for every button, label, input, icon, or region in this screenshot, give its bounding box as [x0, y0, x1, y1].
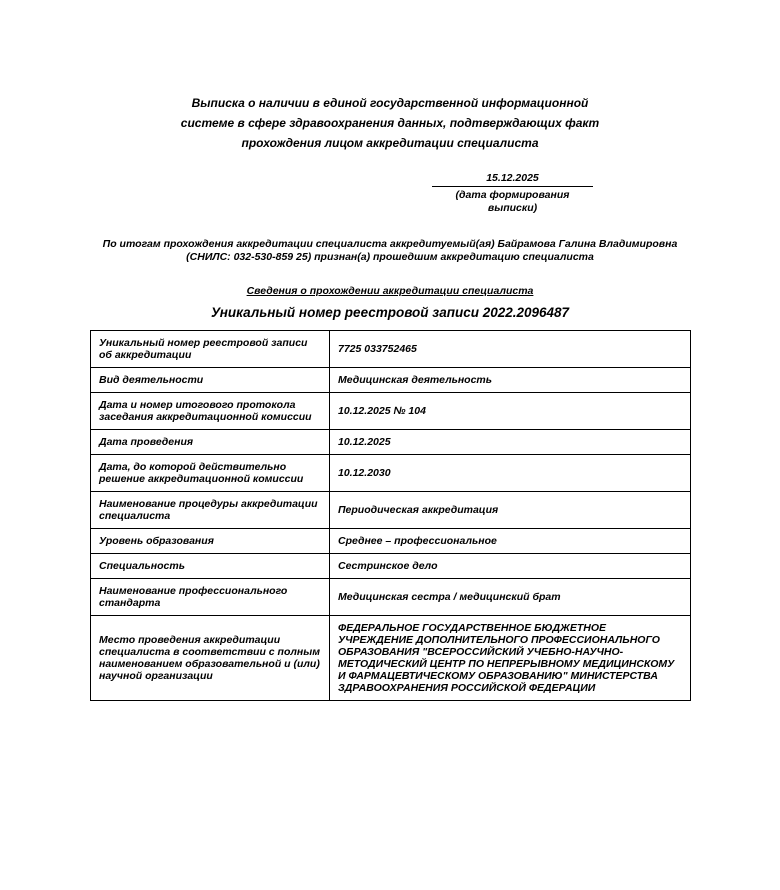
field-value: Медицинская сестра / медицинский брат [330, 579, 691, 616]
table-row [91, 430, 691, 455]
field-label: Наименование процедуры аккредитации специалиста [91, 492, 330, 529]
field-value: 7725 033752465 [330, 331, 691, 368]
issue-date: 15.12.2025 [432, 172, 593, 187]
table-row [91, 455, 691, 492]
field-value: 10.12.2025 № 104 [330, 393, 691, 430]
table-row [91, 368, 691, 393]
issue-date-caption: (дата формирования выписки) [455, 189, 570, 214]
field-value: Среднее – профессиональное [330, 529, 691, 554]
accreditation-table [90, 330, 691, 701]
field-value: Сестринское дело [330, 554, 691, 579]
field-value: Медицинская деятельность [330, 368, 691, 393]
table-row [91, 616, 691, 701]
field-label: Наименование профессионального стандарта [91, 579, 330, 616]
field-label: Специальность [91, 554, 330, 579]
field-value: ФЕДЕРАЛЬНОЕ ГОСУДАРСТВЕННОЕ БЮДЖЕТНОЕ УЧРЕЖДЕНИЕ ДОПОЛНИТЕЛЬНОГО ПРОФЕССИОНАЛЬНОГО ОБРАЗОВАНИЯ "ВСЕРОССИЙСКИЙ УЧЕБНО-НАУЧНО-МЕТОДИЧЕСКИЙ ЦЕНТР ПО НЕПРЕРЫВНОМУ МЕДИЦИНСКОМУ И ФАРМАЦЕВТИЧЕСКОМУ ОБРАЗОВАНИЮ" МИНИСТЕРСТВА ЗДРАВООХРАНЕНИЯ РОССИЙСКОЙ ФЕДЕРАЦИИ [330, 616, 691, 701]
document-title: Выписка о наличии в единой государственной информационной системе в сфере здравоохранения данных, подтверждающих факт прохождения лицом аккредитации специалиста [180, 96, 600, 150]
field-label: Вид деятельности [91, 368, 330, 393]
field-label: Уровень образования [91, 529, 330, 554]
table-row [91, 393, 691, 430]
registry-number-line: Уникальный номер реестровой записи 2022.2096487 [210, 305, 570, 320]
section-heading: Сведения о прохождении аккредитации специалиста [246, 285, 534, 297]
table-row [91, 579, 691, 616]
field-label: Дата и номер итогового протокола заседания аккредитационной комиссии [91, 393, 330, 430]
table-row [91, 529, 691, 554]
field-label: Дата проведения [91, 430, 330, 455]
field-value: Периодическая аккредитация [330, 492, 691, 529]
field-value: 10.12.2025 [330, 430, 691, 455]
field-label: Дата, до которой действительно решение аккредитационной комиссии [91, 455, 330, 492]
field-value: 10.12.2030 [330, 455, 691, 492]
field-label: Уникальный номер реестровой записи об аккредитации [91, 331, 330, 368]
table-row [91, 331, 691, 368]
issue-date-block [432, 172, 593, 215]
table-row [91, 492, 691, 529]
table-row [91, 554, 691, 579]
field-label: Место проведения аккредитации специалиста в соответствии с полным наименованием образовательной и (или) научной организации [91, 616, 330, 701]
intro-paragraph: По итогам прохождения аккредитации специалиста аккредитуемый(ая) Байрамова Галина Владимировна (СНИЛС: 032-530-859 25) признан(а) прошедшим аккредитацию специалиста [102, 238, 678, 263]
